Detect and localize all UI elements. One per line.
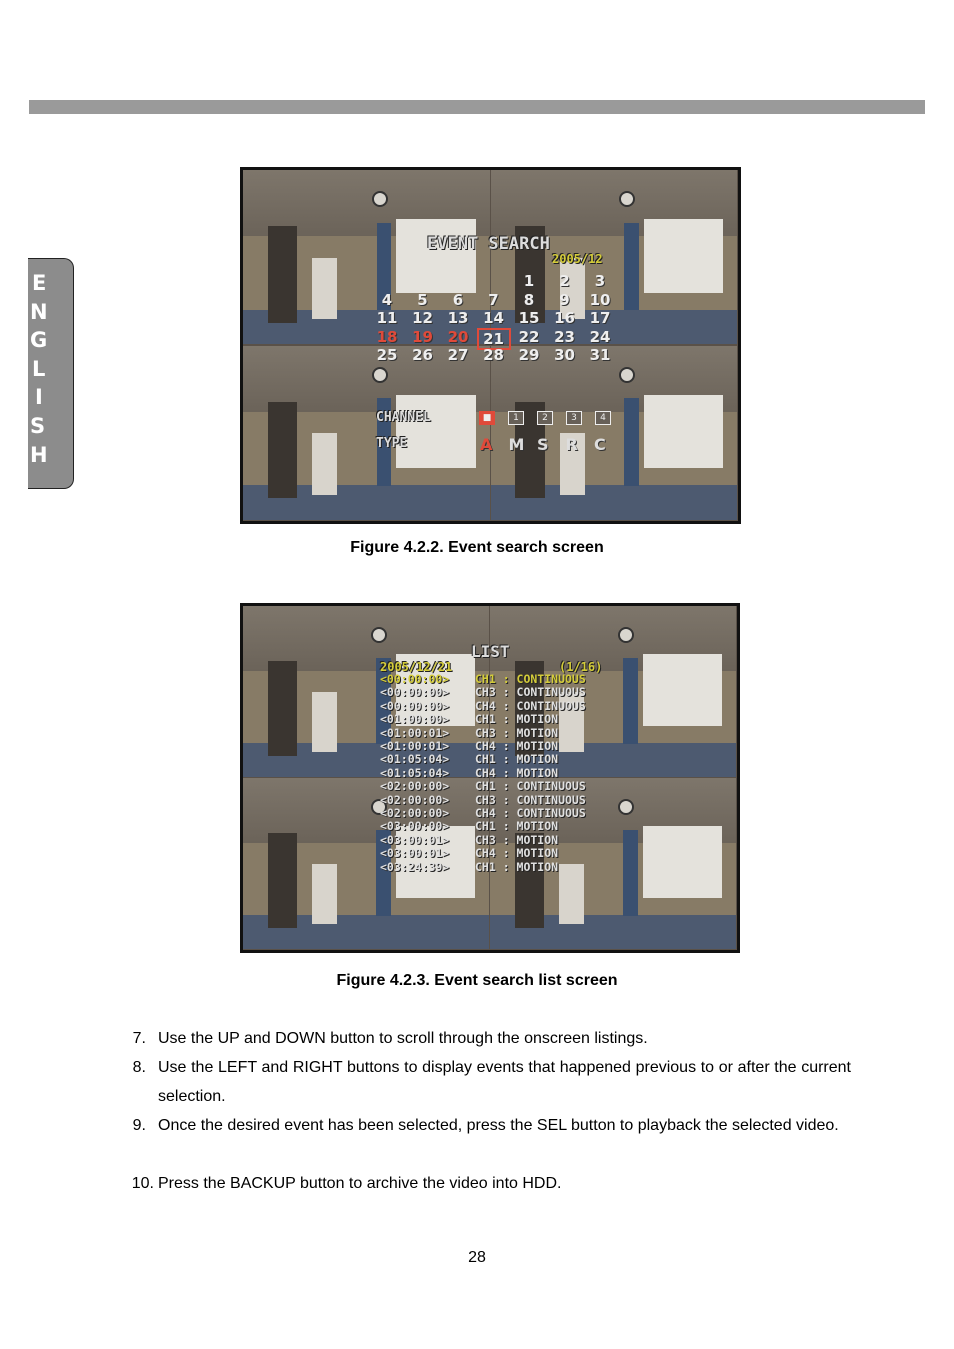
step-text: Press the BACKUP button to archive the video into HDD. (158, 1175, 562, 1192)
event-list-row[interactable] (380, 767, 558, 780)
step-8 (0, 1053, 954, 1111)
event-time: <03:00:01> (380, 846, 450, 861)
calendar-day[interactable]: 5 (417, 290, 428, 309)
language-tab-letter: E (32, 271, 47, 295)
channel-checkbox[interactable]: ■ (479, 411, 495, 425)
step-number: 8. (132, 1059, 146, 1076)
header-bar (29, 100, 925, 114)
channel-label: CHANNEL (376, 410, 431, 425)
event-time: <02:00:00> (380, 806, 450, 820)
language-tab-letter: N (30, 300, 48, 324)
event-time: <02:00:00> (380, 792, 450, 807)
page-number: 28 (468, 1249, 486, 1266)
event-description: CH4 : CONTINUOUS (475, 806, 586, 820)
event-list-row[interactable] (380, 834, 558, 847)
channel-checkbox[interactable]: 1 (508, 411, 524, 425)
event-description: CH3 : MOTION (475, 725, 559, 740)
event-type-option[interactable]: R (565, 435, 578, 454)
event-time: <00:00:00> (380, 698, 450, 713)
calendar-day[interactable]: 28 (483, 346, 504, 364)
event-time: <00:00:00> (380, 672, 450, 686)
event-description: CH4 : MOTION (475, 765, 559, 780)
calendar-day[interactable]: 14 (483, 309, 504, 327)
channel-checkbox[interactable]: 2 (537, 411, 553, 425)
step-number: 9. (132, 1117, 146, 1134)
calendar-day[interactable]: 19 (412, 327, 433, 346)
event-type-option[interactable]: S (537, 435, 549, 454)
event-description: CH3 : CONTINUOUS (475, 792, 586, 807)
calendar-day[interactable]: 27 (447, 346, 469, 364)
event-list-row[interactable] (380, 673, 586, 686)
channel-checkbox[interactable]: 3 (566, 411, 582, 425)
figure-caption: Figure 4.2.3. Event search list screen (336, 972, 618, 989)
step-7 (0, 1024, 954, 1053)
language-tab-letter: S (30, 414, 46, 438)
step-9 (0, 1111, 954, 1169)
step-number: 10. (131, 1175, 154, 1192)
calendar-day[interactable]: 17 (589, 309, 611, 327)
event-time: <00:00:00> (380, 685, 450, 700)
calendar-day[interactable]: 31 (589, 346, 611, 364)
camera-view (491, 346, 738, 521)
event-list-row[interactable] (380, 727, 558, 740)
language-tab-letter: G (30, 328, 48, 352)
event-list-screen (240, 603, 740, 953)
calendar-day[interactable]: 3 (594, 272, 606, 290)
calendar-day[interactable]: 9 (559, 290, 570, 309)
event-time: <01:00:00> (380, 712, 450, 727)
calendar-day[interactable]: 26 (412, 346, 433, 364)
event-description: CH1 : MOTION (475, 712, 559, 727)
calendar-day[interactable]: 8 (523, 290, 535, 309)
calendar-day[interactable]: 11 (376, 309, 398, 327)
event-search-title: EVENT SEARCH (427, 234, 550, 254)
event-list-row[interactable] (380, 686, 586, 699)
event-list-row[interactable] (380, 753, 558, 766)
event-list-row[interactable] (380, 700, 586, 713)
event-description: CH1 : CONTINUOUS (475, 672, 586, 686)
event-list-row[interactable] (380, 847, 558, 860)
language-tab-letter: L (32, 357, 46, 381)
calendar-day[interactable]: 30 (554, 346, 575, 364)
step-text: Use the UP and DOWN button to scroll through the onscreen listings. (158, 1030, 648, 1047)
calendar-day[interactable]: 16 (554, 309, 575, 327)
calendar-day[interactable]: 20 (447, 327, 469, 346)
calendar-day[interactable]: 10 (589, 290, 611, 309)
type-label: TYPE (376, 436, 408, 451)
step-text: Once the desired event has been selected, press the SEL button to playback the selected video. (158, 1117, 839, 1134)
event-description: CH3 : CONTINUOUS (475, 685, 586, 700)
event-list-row[interactable] (380, 820, 558, 833)
event-search-screen (240, 167, 741, 524)
calendar-day[interactable]: 13 (447, 309, 469, 327)
event-time: <03:00:01> (380, 832, 450, 847)
step-text: Use the LEFT and RIGHT buttons to display events that happened previous to or after the current selection. (158, 1059, 851, 1105)
event-time: <01:00:01> (380, 725, 450, 740)
calendar-day[interactable]: 25 (376, 346, 398, 364)
figure-caption: Figure 4.2.2. Event search screen (350, 539, 604, 556)
event-description: CH4 : MOTION (475, 846, 559, 861)
list-date: 2005/12/21 (380, 660, 453, 674)
list-title: LIST (471, 642, 510, 661)
calendar-day[interactable]: 21 (477, 328, 511, 350)
event-time: <02:00:00> (380, 779, 450, 794)
step-number: 7. (132, 1030, 146, 1047)
event-description: CH4 : MOTION (475, 739, 559, 753)
language-tab (28, 258, 74, 489)
event-type-option[interactable]: M (508, 435, 525, 454)
event-list-row[interactable] (380, 713, 558, 726)
event-time: <01:05:04> (380, 765, 450, 780)
language-tab-letter: H (30, 443, 48, 467)
event-description: CH3 : MOTION (475, 832, 559, 847)
event-description: CH1 : CONTINUOUS (475, 779, 586, 794)
calendar-day[interactable]: 12 (412, 309, 433, 327)
channel-checkbox[interactable]: 4 (595, 411, 611, 425)
event-description: CH1 : MOTION (475, 819, 559, 834)
event-time: <03:24:39> (380, 859, 450, 874)
step-10 (0, 1169, 954, 1198)
calendar-day[interactable]: 22 (518, 327, 540, 346)
calendar-day[interactable]: 18 (376, 327, 398, 346)
list-page: (1/16) (559, 660, 603, 674)
event-time: <01:05:04> (380, 752, 450, 767)
event-list-row[interactable] (380, 861, 558, 874)
calendar-month: 2005/12 (552, 252, 603, 266)
calendar-day[interactable]: 15 (518, 309, 540, 327)
calendar-day[interactable]: 7 (488, 290, 499, 309)
event-list-row[interactable] (380, 807, 586, 820)
camera-view (243, 346, 493, 521)
calendar-day[interactable]: 2 (559, 272, 570, 290)
language-tab-letter: I (35, 385, 43, 409)
calendar-day[interactable]: 1 (523, 272, 535, 290)
event-time: <01:00:01> (380, 739, 450, 753)
calendar-day[interactable]: 29 (518, 346, 540, 364)
event-list-row[interactable] (380, 780, 586, 793)
event-description: CH1 : MOTION (475, 752, 559, 767)
calendar-day[interactable]: 6 (452, 290, 464, 309)
calendar-day[interactable]: 24 (589, 327, 611, 346)
event-type-option[interactable]: A (480, 435, 493, 454)
event-list-row[interactable] (380, 740, 558, 753)
event-type-option[interactable]: C (594, 435, 606, 454)
event-time: <03:00:00> (380, 819, 450, 834)
event-description: CH4 : CONTINUOUS (475, 698, 586, 713)
event-list-row[interactable] (380, 794, 586, 807)
calendar-day[interactable]: 4 (381, 290, 393, 309)
calendar-day[interactable]: 23 (554, 327, 575, 346)
event-description: CH1 : MOTION (475, 859, 559, 874)
